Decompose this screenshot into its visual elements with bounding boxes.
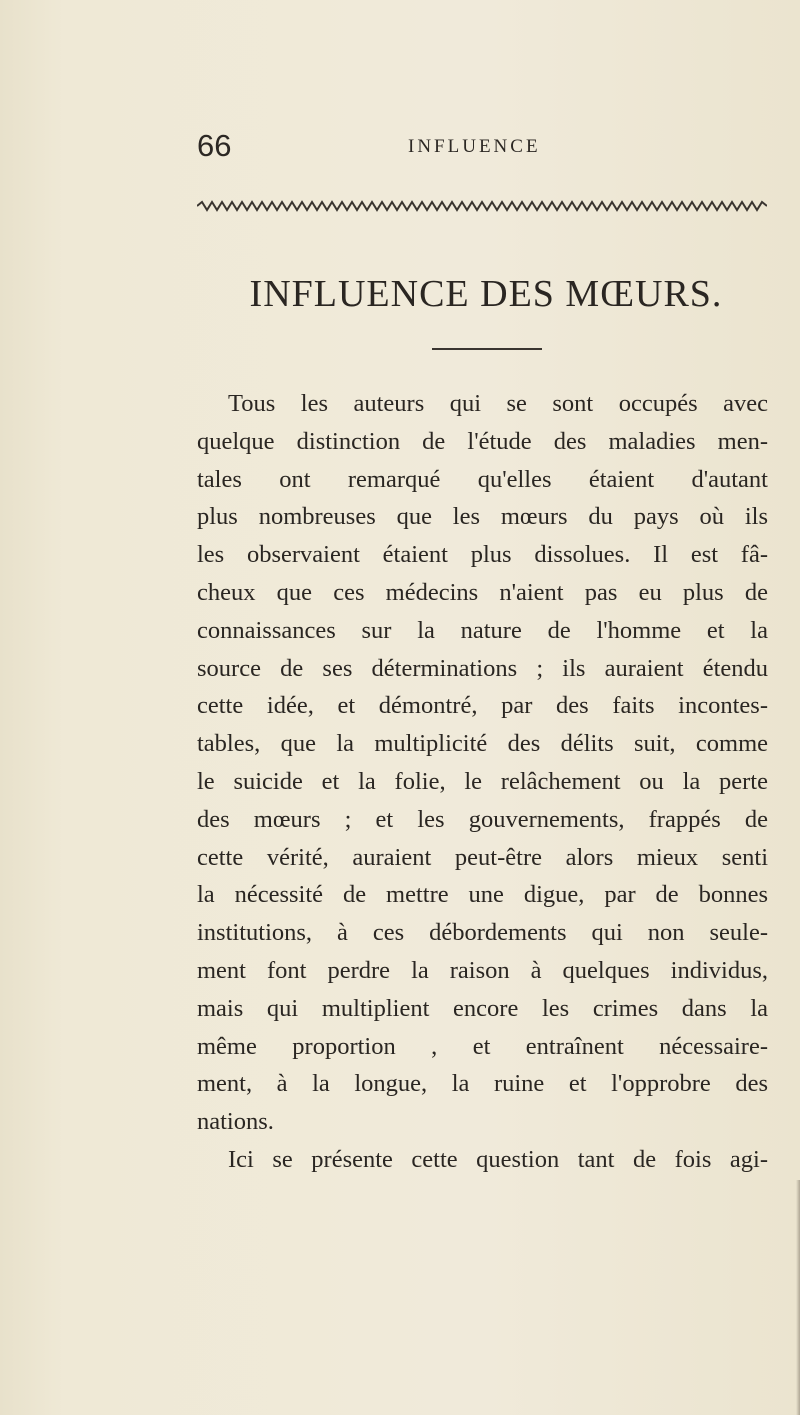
chapter-title: INFLUENCE DES MŒURS. — [249, 273, 723, 315]
text-line: cette vérité, auraient peut-être alors mieux senti — [197, 843, 768, 871]
title-rule — [432, 348, 542, 350]
text-line: ment, à la longue, la ruine et l'opprobre des — [197, 1070, 768, 1098]
text-line: quelque distinction de l'étude des maladies men- — [197, 427, 768, 455]
text-line: plus nombreuses que les mœurs du pays où ils — [197, 503, 768, 531]
text-line: même proportion , et entraînent nécessaire- — [197, 1032, 768, 1060]
text-line: mais qui multiplient encore les crimes dans la — [197, 994, 768, 1022]
text-line: Tous les auteurs qui se sont occupés avec — [228, 390, 768, 417]
text-line: ment font perdre la raison à quelques individus, — [197, 956, 768, 984]
text-line: cheux que ces médecins n'aient pas eu plus de — [197, 578, 768, 606]
text-line: cette idée, et démontré, par des faits incontes- — [197, 692, 768, 720]
decorative-ornament-band — [197, 200, 767, 212]
page-number: 66 — [197, 128, 232, 163]
text-line: source de ses déterminations ; ils auraient étendu — [197, 654, 768, 682]
text-line: la nécessité de mettre une digue, par de bonnes — [197, 881, 768, 909]
page-edge-shadow — [796, 1180, 800, 1415]
text-line: connaissances sur la nature de l'homme et la — [197, 616, 768, 644]
text-line: tales ont remarqué qu'elles étaient d'autant — [197, 465, 768, 493]
text-line: nations. — [197, 1108, 274, 1136]
text-line: institutions, à ces débordements qui non seule- — [197, 919, 768, 947]
text-line: des mœurs ; et les gouvernements, frappés de — [197, 805, 768, 833]
text-line: le suicide et la folie, le relâchement ou la perte — [197, 767, 768, 795]
text-line: Ici se présente cette question tant de fois agi- — [228, 1145, 768, 1173]
body-paragraphs — [197, 385, 768, 1179]
text-line: les observaient étaient plus dissolues. Il est fâ- — [197, 541, 768, 569]
running-head: INFLUENCE — [408, 136, 541, 157]
text-line: tables, que la multiplicité des délits suit, comme — [197, 730, 768, 758]
